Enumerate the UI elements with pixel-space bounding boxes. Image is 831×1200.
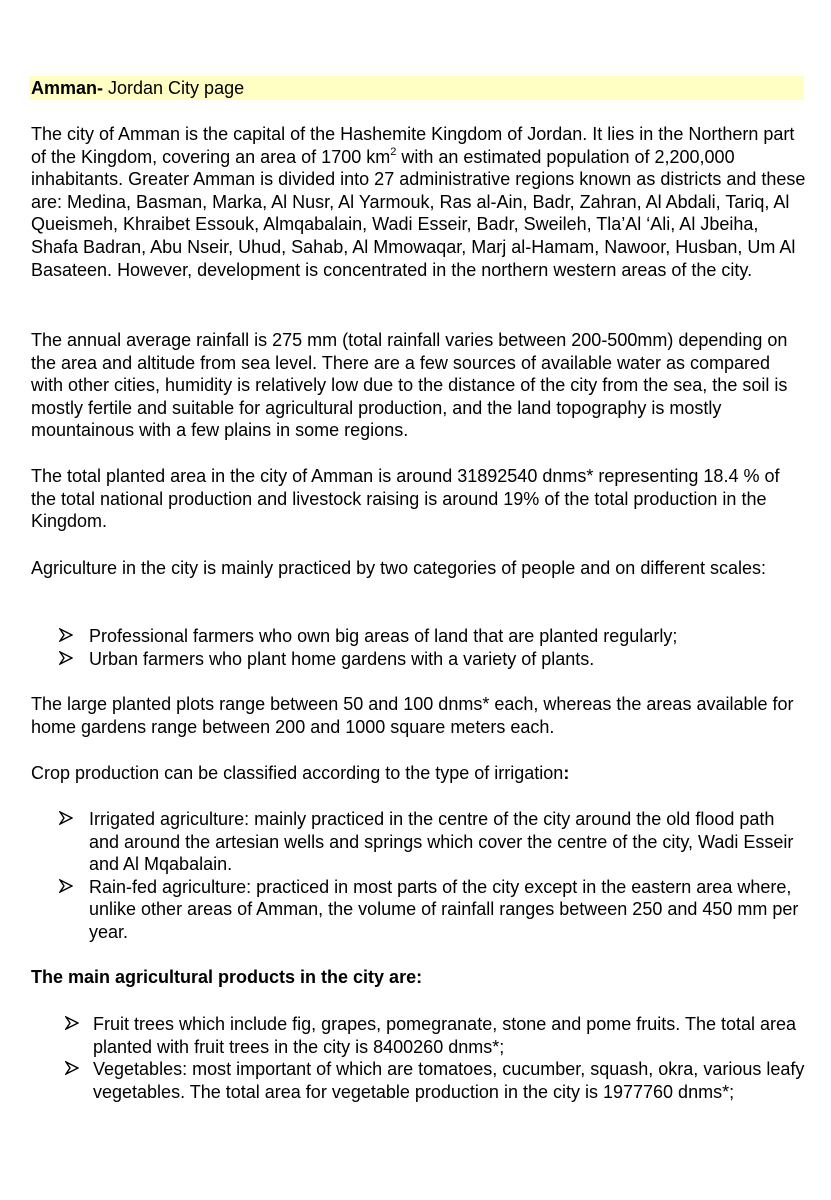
list-item <box>89 625 809 648</box>
area-unit-superscript: 2 <box>390 145 397 158</box>
intro-text-end: with an estimated population of 2,200,000 inhabitants. Greater Amman is divided into 27 administrative regions known as districts and these are: Medina, Basman, Marka, Al Nusr, Al Yarmouk, Ras al-Ain, Badr, Zahran, Al Abdali, Tariq, Al Queismeh, Khraibet Essouk, Almqabalain, Wadi Esseir, Badr, Sweileh, Tla’Al ‘Ali, Al Jbeiha, Shafa Badran, Abu Nseir, Uhud, Sahab, Al Mmowaqar, Marj al-Hamam, Nawoor, Husban, Um Al Basateen. However, development is concentrated in the northern western areas of the city. <box>31 146 806 280</box>
page-title-city: Amman- <box>31 78 104 98</box>
page-title-rest: Jordan City page <box>103 78 245 98</box>
list-item <box>93 1013 808 1058</box>
list-item <box>89 808 809 876</box>
list-item-text: Irrigated agriculture: mainly practiced in the centre of the city around the old flood path and around the artesian wells and springs which cover the centre of the city, Wadi Esseir and Al Mqabalain. <box>89 809 794 875</box>
main-products-list <box>93 1013 808 1103</box>
list-item-text: Professional farmers who own big areas of land that are planted regularly; <box>89 626 678 646</box>
list-item-text: Fruit trees which include fig, grapes, pomegranate, stone and pome fruits. The total area planted with fruit trees in the city is 8400260 dnms*; <box>93 1014 797 1057</box>
arrowhead-bullet-icon <box>59 651 73 665</box>
intro-paragraph <box>31 123 806 281</box>
list-item <box>89 648 809 671</box>
irrigation-intro <box>31 762 806 785</box>
planted-area-paragraph: The total planted area in the city of Amman is around 31892540 dnms* representing 18.4 % of the total national production and livestock raising is around 19% of the total production in the Kingdom. <box>31 466 780 532</box>
climate-paragraph: The annual average rainfall is 275 mm (total rainfall varies between 200-500mm) depending on the area and altitude from sea level. There are a few sources of available water as compared with other cities, humidity is relatively low due to the distance of the city from the sea, the soil is mostly fertile and suitable for agricultural production, and the land topography is mostly mountainous with a few plains in some regions. <box>31 330 788 441</box>
list-item <box>93 1058 808 1103</box>
list-item <box>89 876 809 944</box>
farmer-categories-intro: Agriculture in the city is mainly practiced by two categories of people and on different scales: <box>31 558 767 578</box>
page-title <box>31 77 244 99</box>
main-products-heading: The main agricultural products in the city are: <box>31 967 423 987</box>
list-item-text: Vegetables: most important of which are tomatoes, cucumber, squash, okra, various leafy vegetables. The total area for vegetable production in the city is 1977760 dnms*; <box>93 1059 805 1102</box>
irrigation-intro-colon: : <box>563 763 570 783</box>
plot-size-paragraph: The large planted plots range between 50 and 100 dnms* each, whereas the areas available for home gardens range between 200 and 1000 square meters each. <box>31 694 794 737</box>
farmer-categories-list <box>89 625 809 670</box>
arrowhead-bullet-icon <box>65 1061 79 1075</box>
arrowhead-bullet-icon <box>59 628 73 642</box>
arrowhead-bullet-icon <box>59 879 73 893</box>
list-item-text: Urban farmers who plant home gardens with a variety of plants. <box>89 648 595 669</box>
list-item-text: Rain-fed agriculture: practiced in most parts of the city except in the eastern area where, unlike other areas of Amman, the volume of rainfall ranges between 250 and 450 mm per year. <box>89 876 799 942</box>
arrowhead-bullet-icon <box>59 811 73 825</box>
arrowhead-bullet-icon <box>65 1016 79 1030</box>
irrigation-intro-text: Crop production can be classified according to the type of irrigation <box>31 763 564 783</box>
intro-text-start: The city of Amman is the capital of the Hashemite Kingdom of Jordan. It lies in the Northern part of the Kingdom, covering an area of 1700 km <box>31 124 795 167</box>
irrigation-types-list <box>89 808 809 944</box>
